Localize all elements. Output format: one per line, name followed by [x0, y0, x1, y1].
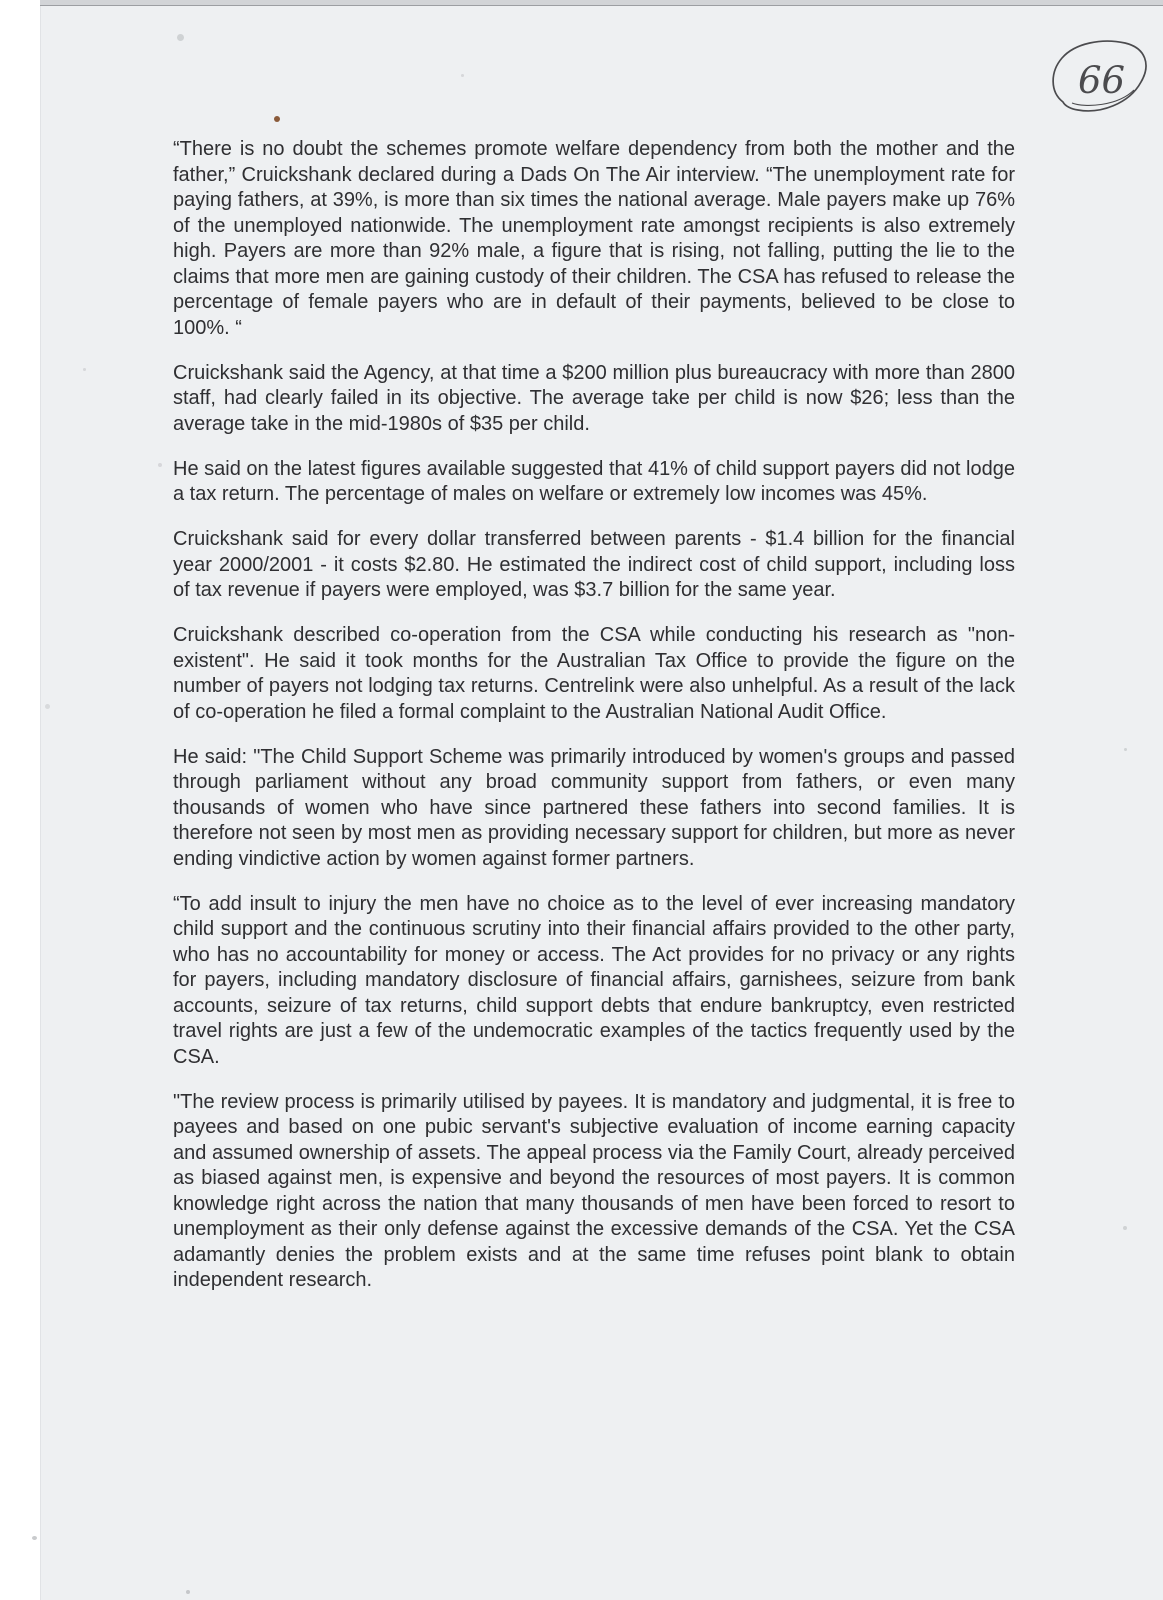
scan-top-line — [40, 5, 1163, 6]
paragraph-transfer-costs: Cruickshank said for every dollar transferred between parents - $1.4 billion for the financial year 2000/2001 - it costs $2.80. He estimated the indirect cost of child support, including loss of tax revenue if payers were employed, was $3.7 billion for the same year. — [173, 528, 1015, 601]
scan-speck — [158, 463, 162, 467]
paragraph-payer-rights: “To add insult to injury the men have no choice as to the level of ever increasing mandatory child support and the continuous scrutiny into their financial affairs provided to the other party, who has no accountability for money or access. The Act provides for no privacy or any rights for payers, including mandatory disclosure of financial affairs, garnishees, seizure from bank accounts, seizure of tax returns, child support debts that endure bankruptcy, even restricted travel rights are just a few of the undemocratic examples of the tactics frequently used by the CSA. — [173, 892, 1015, 1068]
scan-speck — [177, 34, 184, 41]
paragraph-review-process: "The review process is primarily utilised by payees. It is mandatory and judgmental, it is free to payees and based on one pubic servant's subjective evaluation of income earning capacity and assumed ownership of assets. The appeal process via the Family Court, already perceived as biased against men, is expensive and beyond the resources of most payers. It is common knowledge right across the nation that many thousands of men have been forced to resort to unemployment as their only defense against the excessive demands of the CSA. Yet the CSA adamantly denies the problem exists and at the same time refuses point blank to obtain independent research. — [173, 1090, 1015, 1291]
scan-margin — [0, 0, 41, 1600]
paragraph-agency-costs: Cruickshank said the Agency, at that time a $200 million plus bureaucracy with more than 2800 staff, had clearly failed in its objective. The average take per child is now $26; less than the average take in the mid-1980s of $35 per child. — [173, 361, 1015, 435]
page-number-text: 66 — [1078, 59, 1126, 102]
article-body — [173, 137, 1015, 1313]
scan-speck — [45, 704, 50, 709]
paragraph-scheme-introduction: He said: "The Child Support Scheme was primarily introduced by women's groups and passed through parliament without any broad community support from fathers, or even many thousands of women who have since partnered these fathers into second families. It is therefore not seen by most men as providing necessary support for children, but more as never ending vindictive action by women against former partners. — [173, 745, 1015, 870]
paragraph-cooperation: Cruickshank described co-operation from the CSA while conducting his research as "non-existent". He said it took months for the Australian Tax Office to provide the figure on the number of payers not lodging tax returns. Centrelink were also unhelpful. As a result of the lack of co-operation he filed a formal complaint to the Australian National Audit Office. — [173, 624, 1015, 723]
scan-speck — [1123, 1226, 1127, 1230]
handwritten-page-number — [1045, 30, 1153, 120]
scan-speck — [1124, 748, 1127, 751]
scan-speck — [83, 368, 86, 371]
paragraph-unemployment-statistics: “There is no doubt the schemes promote welfare dependency from both the mother and the father,” Cruickshank declared during a Dads On The Air interview. “The unemployment rate for paying fathers, at 39%, is more than six times the national average. Male payers make up 76% of the unemployed nationwide. The unemployment rate amongst recipients is also extremely high. Payers are more than 92% male, a figure that is rising, not falling, putting the lie to the claims that more men are gaining custody of their children. The CSA has refused to release the percentage of female payers who are in default of their payments, believed to be close to 100%. “ — [173, 138, 1015, 339]
scan-speck — [461, 74, 464, 77]
brown-bullet-mark — [274, 116, 280, 122]
paragraph-tax-return-figures: He said on the latest figures available suggested that 41% of child support payers did not lodge a tax return. The percentage of males on welfare or extremely low incomes was 45%. — [173, 457, 1015, 505]
scan-speck — [32, 1536, 37, 1540]
scan-speck — [186, 1590, 190, 1594]
